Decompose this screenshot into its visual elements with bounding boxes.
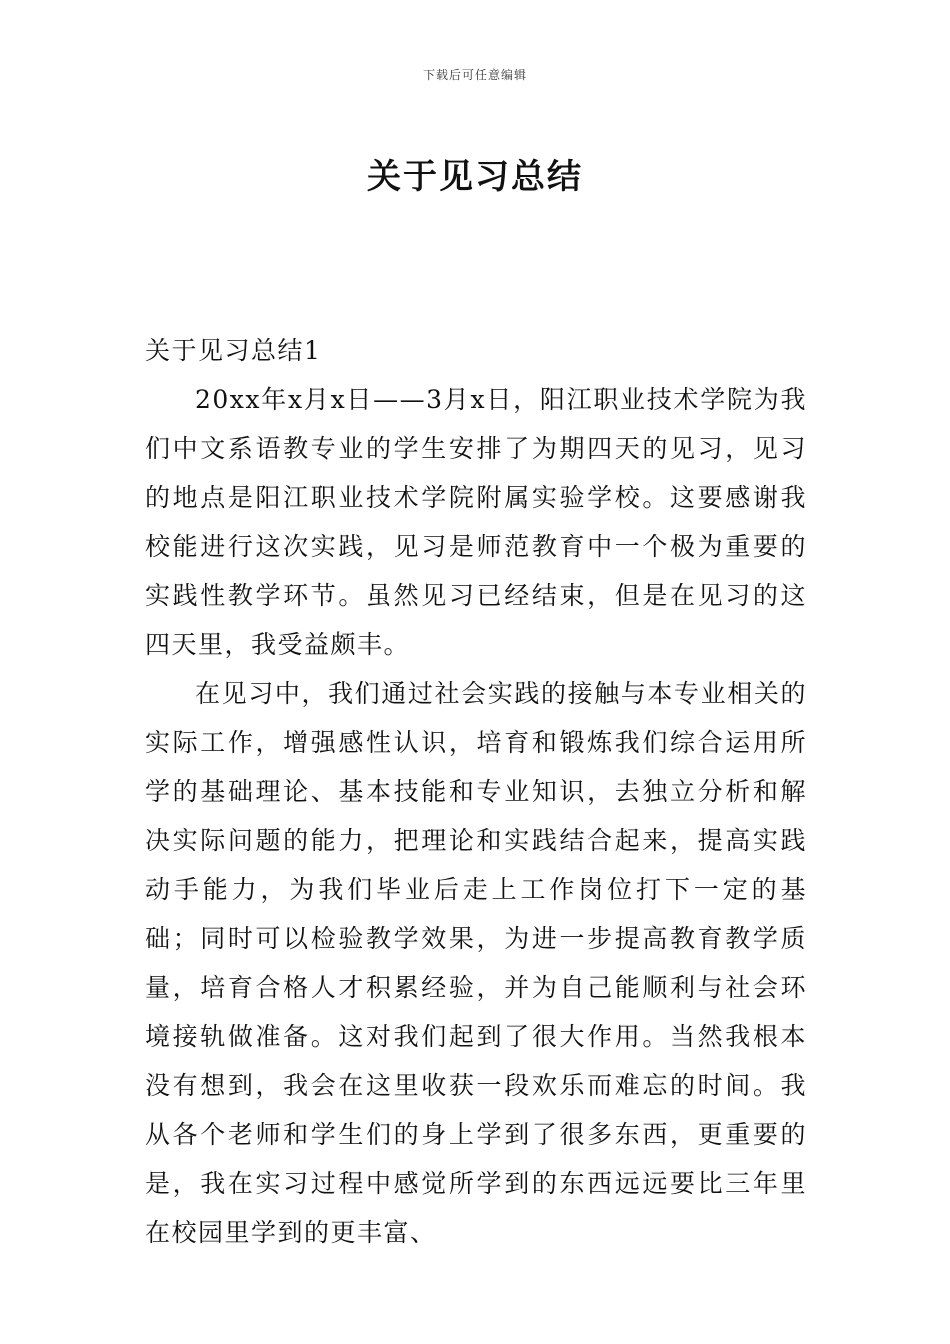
document-body	[145, 326, 807, 1257]
paragraph: 20xx年x月x日——3月x日，阳江职业技术学院为我们中文系语教专业的学生安排了为期四天的见习，见习的地点是阳江职业技术学院附属实验学校。这要感谢我校能进行这次实践，见习是师范教育中一个极为重要的实践性教学环节。虽然见习已经结束，但是在见习的这四天里，我受益颇丰。	[145, 385, 807, 659]
document-title: 关于见习总结	[367, 156, 583, 197]
header-note: 下载后可任意编辑	[422, 68, 527, 82]
section-heading: 关于见习总结1	[145, 336, 322, 365]
paragraph: 在见习中，我们通过社会实践的接触与本专业相关的实际工作，增强感性认识，培育和锻炼我们综合运用所学的基础理论、基本技能和专业知识，去独立分析和解决实际问题的能力，把理论和实践结合起来，提高实践动手能力，为我们毕业后走上工作岗位打下一定的基础；同时可以检验教学效果，为进一步提高教育教学质量，培育合格人才积累经验，并为自己能顺利与社会环境接轨做准备。这对我们起到了很大作用。当然我根本没有想到，我会在这里收获一段欢乐而难忘的时间。我从各个老师和学生们的身上学到了很多东西，更重要的是，我在实习过程中感觉所学到的东西远远要比三年里在校园里学到的更丰富、	[145, 679, 807, 1247]
